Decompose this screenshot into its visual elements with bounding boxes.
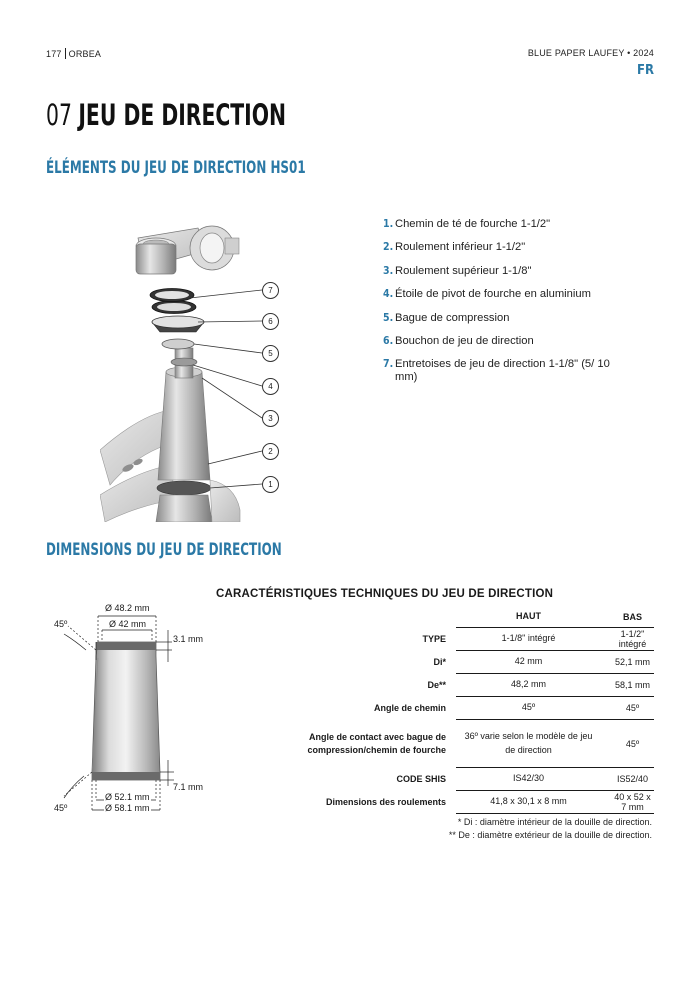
fork-crown-race [157,481,211,495]
column-header-top: HAUT [456,606,601,628]
list-item-label: Chemin de té de fourche 1-1/2" [395,218,551,230]
cell-bottom: 52,1 mm [601,651,654,674]
label-bottom-angle: 45º [54,803,68,813]
cell-bottom: 1-1/2" intégré [601,628,654,651]
list-item [383,265,628,278]
label-top-outer-diameter: Ø 48.2 mm [105,603,150,613]
language-code: FR [637,63,654,78]
list-item-label: Bague de compression [395,311,510,324]
specs-table [216,606,654,814]
table-row [216,628,654,651]
cell-bottom: 45º [601,720,654,768]
row-label: Angle de chemin [373,702,446,713]
list-item-label: Étoile de pivot de fourche en aluminium [395,288,591,301]
table-row [216,768,654,791]
section-title: JEU DE DIRECTION [78,98,287,132]
brand-name: ORBEA [68,49,102,59]
callout-7: 7 [262,282,279,299]
list-item-number: 3. [383,264,394,277]
list-item [383,218,628,231]
row-label: Di* [433,656,446,667]
list-item-number: 6. [383,334,394,347]
elements-heading: ÉLÉMENTS DU JEU DE DIRECTION HS01 [46,158,306,178]
callout-2: 2 [262,443,279,460]
callout-6: 6 [262,313,279,330]
footnote-di: * Di : diamètre intérieur de la douille de direction. [457,817,652,827]
cell-bottom: 58,1 mm [601,674,654,697]
row-label: Dimensions des roulements [325,796,446,807]
row-label: TYPE [422,633,446,644]
cell-bottom: IS52/40 [601,768,654,791]
callout-4: 4 [262,378,279,395]
cell-top: 48,2 mm [456,674,601,697]
list-item-number: 1. [383,218,394,230]
cell-top: 42 mm [456,651,601,674]
label-bottom-inner-diameter: Ø 52.1 mm [105,792,150,802]
head-tube-body [92,642,160,780]
section-heading [46,98,286,132]
label-top-inner-diameter: Ø 42 mm [109,619,147,629]
column-header-bottom: BAS [601,606,654,628]
cell-bottom: 40 x 52 x 7 mm [601,791,654,814]
table-row [216,720,654,768]
row-label: De** [427,679,446,690]
cell-top: IS42/30 [456,768,601,791]
row-label: CODE SHIS [396,773,446,784]
list-item [383,241,628,254]
parts-list [383,218,628,395]
label-bottom-depth: 7.1 mm [173,782,204,792]
list-item-label: Roulement supérieur 1-1/8" [395,264,532,277]
document-title: BLUE PAPER LAUFEY • 2024 [527,48,654,58]
callout-5: 5 [262,345,279,362]
specs-table-title: CARACTÉRISTIQUES TECHNIQUES DU JEU DE DIRECTION [216,588,554,600]
dimensions-heading: DIMENSIONS DU JEU DE DIRECTION [46,540,282,560]
row-label: Angle de contact avec bague de compression/chemin de fourche [307,731,446,755]
cell-top: 41,8 x 30,1 x 8 mm [456,791,601,814]
cell-bottom: 45º [601,697,654,720]
page-number: 177 [46,49,62,59]
label-top-depth: 3.1 mm [173,634,204,644]
table-row [216,674,654,697]
callout-3: 3 [262,410,279,427]
page-header-left [46,48,101,59]
cell-top: 36º varie selon le modèle de jeu de direction [456,720,601,768]
table-row [216,791,654,814]
head-tube [158,372,210,480]
table-row [216,651,654,674]
list-item-label: Roulement inférieur 1-1/2" [395,241,526,254]
section-number: 07 [46,98,72,132]
cell-top: 1-1/8" intégré [456,628,601,651]
label-top-angle: 45º [54,619,68,629]
list-item-number: 7. [383,358,394,371]
list-item [383,312,628,325]
list-item [383,288,628,301]
list-item-number: 2. [383,241,394,254]
table-header-row [216,606,654,628]
header-divider [65,48,66,59]
footnote-de: ** De : diamètre extérieur de la douille de direction. [448,830,652,840]
callout-1: 1 [262,476,279,493]
list-item-label: Bouchon de jeu de direction [395,334,534,347]
table-row [216,697,654,720]
label-bottom-outer-diameter: Ø 58.1 mm [105,803,150,813]
cell-top: 45º [456,697,601,720]
list-item-label: Entretoises de jeu de direction 1-1/8" (5/ 10 mm) [395,358,610,384]
list-item-number: 4. [383,288,394,301]
list-item [383,358,628,384]
list-item [383,335,628,348]
list-item-number: 5. [383,311,394,324]
